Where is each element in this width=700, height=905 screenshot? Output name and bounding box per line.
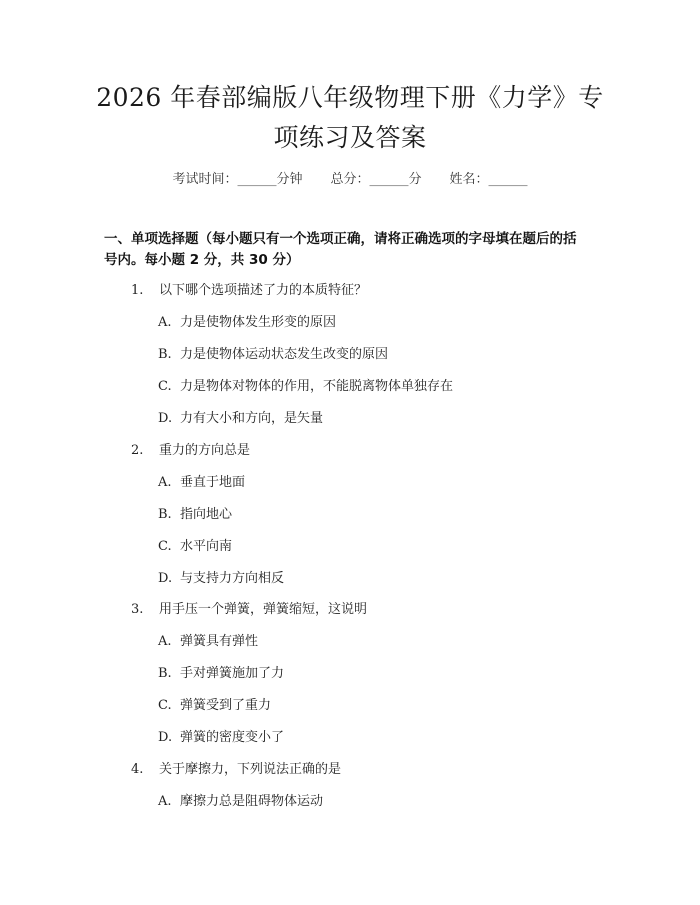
question-1-option-b <box>158 346 388 364</box>
question-3-option-d <box>158 729 284 747</box>
option-letter: B. <box>158 347 172 362</box>
option-letter: C. <box>158 379 172 394</box>
title-line-1: 2026 年春部编版八年级物理下册《力学》专 <box>96 83 604 112</box>
option-text: 力是物体对物体的作用，不能脱离物体单独存在 <box>180 379 454 394</box>
option-letter: A. <box>158 794 172 809</box>
option-text: 摩擦力总是阻碍物体运动 <box>180 794 324 809</box>
option-letter: B. <box>158 507 172 522</box>
question-3-option-c <box>158 697 271 715</box>
question-1-option-c <box>158 378 453 396</box>
exam-time: 考试时间：______分钟 <box>172 172 303 187</box>
option-letter: C. <box>158 539 172 554</box>
option-text: 弹簧受到了重力 <box>180 698 272 713</box>
question-1-option-a <box>158 314 336 332</box>
option-text: 力有大小和方向，是矢量 <box>180 411 324 426</box>
question-3-option-b <box>158 665 284 683</box>
section-heading-line-1: 一、单项选择题（每小题只有一个选项正确，请将正确选项的字母填在题后的括 <box>104 231 577 247</box>
question-2-option-b <box>158 506 232 524</box>
exam-info <box>0 168 700 187</box>
question-3 <box>131 601 367 619</box>
question-1 <box>131 282 367 300</box>
option-letter: D. <box>158 730 173 745</box>
option-text: 垂直于地面 <box>180 475 246 490</box>
question-2 <box>131 442 250 460</box>
option-text: 弹簧具有弹性 <box>180 634 259 649</box>
option-letter: C. <box>158 698 172 713</box>
question-4 <box>131 761 341 779</box>
option-text: 力是使物体发生形变的原因 <box>180 315 337 330</box>
title-line-2: 项练习及答案 <box>273 123 427 152</box>
option-letter: D. <box>158 411 173 426</box>
option-text: 水平向南 <box>180 539 233 554</box>
option-letter: B. <box>158 666 172 681</box>
question-2-option-a <box>158 474 245 492</box>
question-text: 用手压一个弹簧，弹簧缩短，这说明 <box>159 602 368 617</box>
question-2-option-c <box>158 538 232 556</box>
question-3-option-a <box>158 633 258 651</box>
question-number: 4. <box>131 762 144 777</box>
question-number: 2. <box>131 443 144 458</box>
question-text: 重力的方向总是 <box>159 443 251 458</box>
total-score: 总分：______分 <box>330 172 422 187</box>
question-1-option-d <box>158 410 323 428</box>
option-text: 力是使物体运动状态发生改变的原因 <box>180 347 389 362</box>
option-text: 弹簧的密度变小了 <box>180 730 285 745</box>
option-letter: A. <box>158 634 172 649</box>
option-letter: D. <box>158 571 173 586</box>
question-number: 1. <box>131 283 144 298</box>
question-4-option-a <box>158 793 323 811</box>
question-2-option-d <box>158 570 284 588</box>
option-text: 指向地心 <box>180 507 233 522</box>
question-number: 3. <box>131 602 144 617</box>
option-text: 与支持力方向相反 <box>180 571 285 586</box>
section-heading-line-2: 号内。每小题 2 分，共 30 分） <box>104 252 300 268</box>
option-text: 手对弹簧施加了力 <box>180 666 285 681</box>
option-letter: A. <box>158 315 172 330</box>
document-title <box>90 78 610 158</box>
option-letter: A. <box>158 475 172 490</box>
question-text: 关于摩擦力，下列说法正确的是 <box>159 762 342 777</box>
question-text: 以下哪个选项描述了力的本质特征？ <box>159 283 368 298</box>
student-name: 姓名：______ <box>449 172 528 187</box>
section-heading <box>104 229 604 271</box>
